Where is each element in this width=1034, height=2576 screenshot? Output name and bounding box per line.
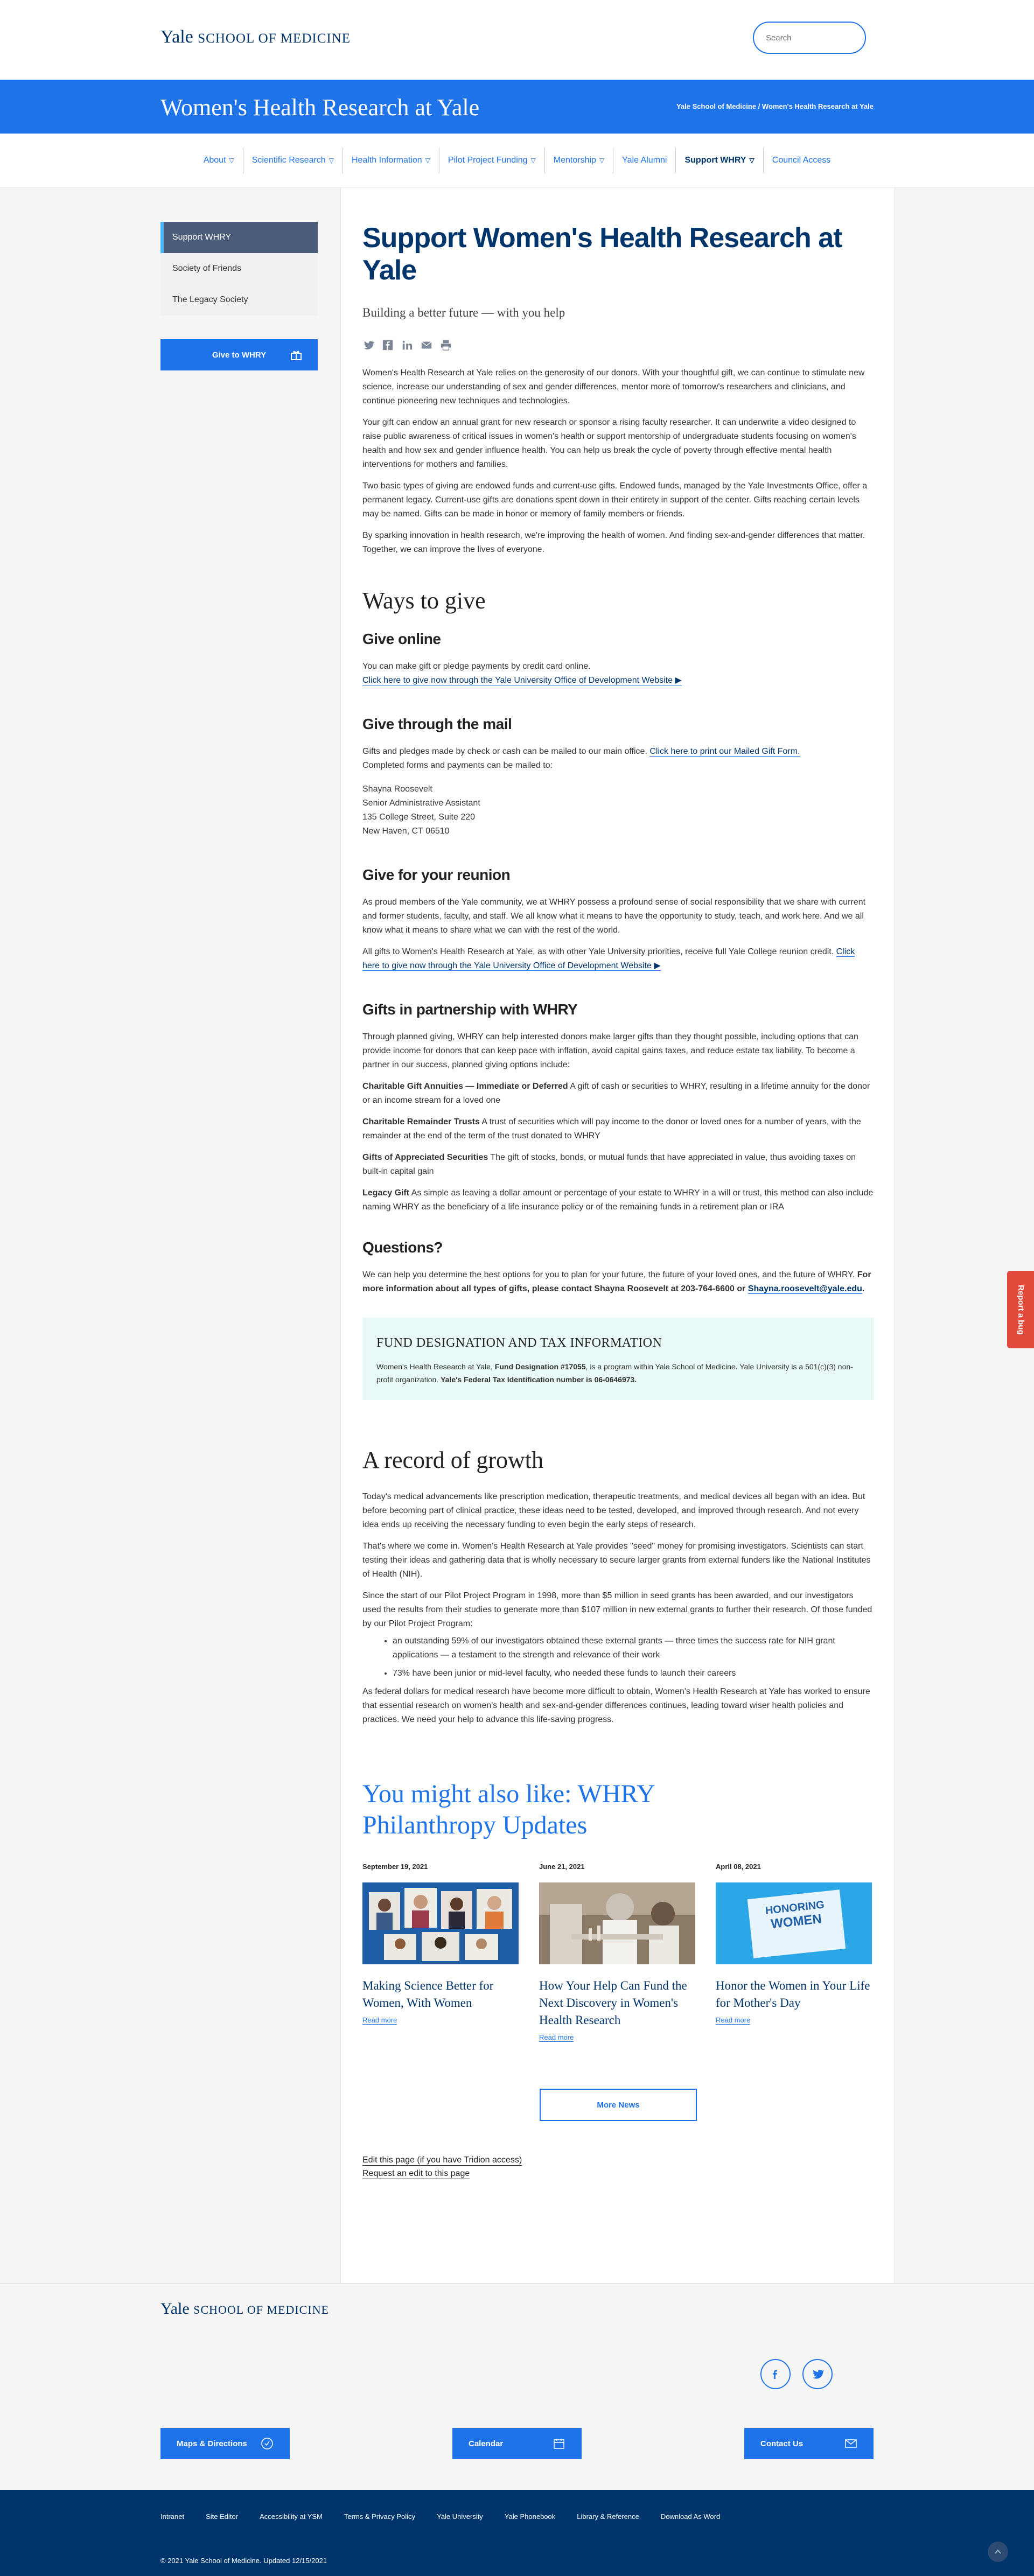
honoring-women-card: [747, 1889, 846, 1958]
related-card[interactable]: [539, 1863, 695, 2042]
main-nav: [0, 134, 1034, 187]
option-term: Gifts of Appreciated Securities: [362, 1153, 488, 1162]
more-news-wrap: [362, 2089, 874, 2121]
nav-label: Support WHRY: [684, 155, 746, 165]
site-banner: [0, 80, 1034, 134]
bottom-link-phonebook[interactable]: Yale Phonebook: [504, 2512, 556, 2521]
read-more-link[interactable]: Read more: [362, 2016, 397, 2024]
address-line: 135 College Street, Suite 220: [362, 813, 476, 822]
nav-label: Pilot Project Funding: [448, 155, 528, 165]
give-online-link[interactable]: Click here to give now through the Yale University Office of Development Website ▶: [362, 676, 682, 685]
card-title[interactable]: How Your Help Can Fund the Next Discovery in Women's Health Research: [539, 1979, 687, 2027]
intro-paragraph: By sparking innovation in health research, we're improving the health of women. And finding sex-and-gender differences that matter. Together, we can improve the lives of everyone.: [362, 531, 865, 554]
footer-button-label: Contact Us: [760, 2439, 804, 2448]
questions-heading: Questions?: [362, 1239, 443, 1256]
give-online-text: You can make gift or pledge payments by credit card online.: [362, 662, 591, 671]
fund-text: Women's Health Research at Yale,: [376, 1362, 495, 1371]
give-online-heading: Give online: [362, 631, 441, 647]
bottom-link-yale-university[interactable]: Yale University: [437, 2512, 483, 2521]
nav-pilot-project-funding[interactable]: [439, 148, 545, 173]
nav-label: About: [203, 155, 226, 165]
card-title[interactable]: Honor the Women in Your Life for Mother's Day: [716, 1979, 870, 2010]
give-mail-heading: Give through the mail: [362, 716, 512, 732]
option-desc: As simple as leaving a dollar amount or percentage of your estate to WHRY in a will or trust, this method can also include naming WHRY as the beneficiary of a life insurance policy or of the remaining funds in a retirement plan or IRA: [362, 1188, 874, 1212]
footer-buttons: [160, 2428, 874, 2459]
chevron-down-icon: ▽: [425, 156, 430, 164]
gift-icon: [290, 348, 303, 361]
footer-logo-main: Yale: [160, 2300, 190, 2318]
chevron-up-icon: [994, 2547, 1002, 2556]
option-remainder-trusts: [362, 1115, 874, 1143]
read-more-link[interactable]: Read more: [716, 2016, 751, 2024]
request-edit-link[interactable]: Request an edit to this page: [362, 2169, 470, 2178]
calendar-icon: [553, 2437, 565, 2450]
logo-main-text: Yale: [160, 27, 193, 47]
card-date: September 19, 2021: [362, 1863, 428, 1871]
yale-medicine-logo[interactable]: [160, 27, 351, 47]
contact-us-button[interactable]: [744, 2428, 874, 2459]
share-bar: [362, 339, 874, 351]
option-legacy-gift: [362, 1186, 874, 1214]
intro-section: [362, 366, 874, 557]
bottom-link-accessibility[interactable]: Accessibility at YSM: [260, 2512, 323, 2521]
envelope-icon: [844, 2437, 857, 2450]
nav-support-whry[interactable]: [676, 148, 763, 173]
nav-label: Scientific Research: [251, 155, 326, 165]
option-desc: The gift of stocks, bonds, or mutual funds that have appreciated in value, thus avoiding taxes on built-in capital gain: [362, 1153, 856, 1176]
footer-logo-sub: SCHOOL OF MEDICINE: [193, 2303, 329, 2316]
fund-designation-heading: FUND DESIGNATION AND TAX INFORMATION: [376, 1336, 662, 1350]
fund-designation-box: [362, 1318, 874, 1400]
reunion-text: As proud members of the Yale community, we at WHRY possess a profound sense of social responsibility that we share with current and former students, faculty, and staff. We all know what it means to have the opportunity to study, teach, and work here. And we all know what it means to share what we can with the rest of the world.: [362, 898, 866, 935]
breadcrumb-ysm[interactable]: Yale School of Medicine: [676, 102, 757, 110]
card-date: June 21, 2021: [539, 1863, 585, 1871]
option-term: Legacy Gift: [362, 1188, 410, 1198]
option-appreciated-securities: [362, 1151, 874, 1179]
questions-text: [362, 1268, 874, 1296]
partnership-heading: Gifts in partnership with WHRY: [362, 1001, 578, 1018]
growth-paragraph: Today's medical advancements like prescription medication, therapeutic treatments, and medical devices all began with an idea. But before becoming part of clinical practice, these ideas need to be tested, developed, and improved through research. And not every idea ends up receiving the necessary funding to even begin the early steps of research.: [362, 1492, 865, 1529]
chevron-down-icon: ▽: [229, 156, 234, 164]
growth-paragraph: That's where we come in. Women's Health Research at Yale provides "seed" money for promising investigators. Scientists can start testing their ideas and gathering data that is wholly necessary to secure larger grants from external funders like the National Institutes of Health (NIH).: [362, 1542, 871, 1579]
card-graphic-text: HONORING: [765, 1899, 825, 1917]
mail-text-lead: Gifts and pledges made by check or cash can be mailed to our main office.: [362, 747, 650, 756]
calendar-button[interactable]: [452, 2428, 582, 2459]
maps-directions-button[interactable]: [160, 2428, 290, 2459]
mailed-gift-form-link[interactable]: Click here to print our Mailed Gift Form.: [649, 747, 800, 756]
reunion-give-link[interactable]: Click here to give now through the Yale University Office of Development Website ▶: [362, 947, 855, 970]
facebook-icon: [770, 2368, 781, 2380]
location-check-icon: [261, 2437, 274, 2450]
twitter-icon[interactable]: [362, 339, 374, 351]
bottom-link-library[interactable]: Library & Reference: [577, 2512, 639, 2521]
questions-contact: For more information about all types of gifts, please contact Shayna Roosevelt at 203-764-6600 or: [362, 1270, 871, 1293]
nav-mentorship[interactable]: [545, 148, 613, 173]
main-area: [160, 187, 895, 2283]
address-line: New Haven, CT 06510: [362, 827, 450, 836]
nav-label: Mentorship: [553, 155, 596, 165]
chevron-down-icon: ▽: [749, 156, 754, 164]
more-news-button[interactable]: More News: [540, 2089, 697, 2121]
nav-label: Council Access: [772, 155, 831, 165]
social-links: [760, 2359, 833, 2389]
linkedin-icon[interactable]: [401, 339, 413, 351]
edit-links: [362, 2155, 874, 2182]
breadcrumb-separator: /: [756, 102, 762, 110]
fund-text: , is a program within Yale School of Medicine. Yale University is a 501(c)(3) non-profit organization.: [376, 1362, 853, 1384]
footer-button-label: Maps & Directions: [177, 2439, 247, 2448]
nav-about[interactable]: [195, 148, 243, 173]
intro-paragraph: Your gift can endow an annual grant for new research or sponsor a rising faculty researcher. It can underwrite a video designed to raise public awareness of critical issues in women's health or support mentorship of undergraduate students focusing on women's health and how sex and gender influence health. You can help us break the cycle of poverty through effective mental health interventions for mothers and families.: [362, 418, 856, 469]
growth-paragraph: As federal dollars for medical research have become more difficult to obtain, Women's Health Research at Yale has worked to ensure that essential research on women's health and sex-and-gender differences continues, leading toward wiser health policies and practices. We need your help to advance this life-saving progress.: [362, 1687, 870, 1724]
tax-id: Yale's Federal Tax Identification number is 06-0646973.: [441, 1375, 637, 1384]
bottom-link-site-editor[interactable]: Site Editor: [206, 2512, 239, 2521]
card-graphic-text: WOMEN: [770, 1912, 823, 1931]
page-subtitle: Building a better future — with you help: [362, 306, 565, 319]
chevron-down-icon: ▽: [329, 156, 334, 164]
related-heading: You might also like: WHRY Philanthropy Updates: [362, 1780, 654, 1839]
print-icon[interactable]: [440, 339, 452, 351]
bottom-links: [160, 2512, 720, 2521]
facebook-link[interactable]: [760, 2359, 791, 2389]
sidebar-item-support-whry[interactable]: Support WHRY: [160, 222, 318, 253]
page-title: Support Women's Health Research at Yale: [362, 222, 842, 286]
back-to-top-button[interactable]: [988, 2542, 1008, 2562]
article: [362, 220, 874, 2182]
sidebar-item-legacy-society[interactable]: The Legacy Society: [172, 295, 248, 304]
ways-to-give-heading: Ways to give: [362, 587, 486, 614]
fund-designation-text: [376, 1360, 860, 1386]
twitter-icon: [811, 2368, 824, 2381]
site-header: [0, 0, 1034, 80]
footer-button-label: Calendar: [469, 2439, 504, 2448]
mailing-address: [362, 782, 874, 838]
growth-bullet: • an outstanding 59% of our investigators obtained these external grants — three times the success rate for NIH grant applications — a testament to the strength and relevance of their work: [393, 1634, 874, 1662]
breadcrumb-whry[interactable]: Women's Health Research at Yale: [761, 102, 874, 110]
nav-health-information[interactable]: [343, 148, 439, 173]
record-of-growth-heading: A record of growth: [362, 1447, 544, 1473]
read-more-link[interactable]: Read more: [539, 2033, 574, 2041]
bottom-link-intranet[interactable]: Intranet: [160, 2512, 185, 2521]
email-icon[interactable]: [421, 339, 432, 351]
card-image-honoring-women[interactable]: [716, 1882, 872, 1964]
nav-council-access[interactable]: [764, 148, 840, 173]
intro-paragraph: Two basic types of giving are endowed funds and current-use gifts. Endowed funds, managed by the Yale Investments Office, offer a permanent legacy. Current-use gifts are donations spent down in their entirety in support of the center. Gifts reaching certain levels may be named. Gifts can be made in honor or memory of family members or friends.: [362, 481, 868, 519]
reunion-credit-lead: All gifts to Women's Health Research at Yale, as with other Yale University priorities, receive full Yale College reunion credit.: [362, 947, 836, 956]
footer-logo[interactable]: [160, 2300, 329, 2318]
site-footer: [0, 2283, 1034, 2490]
bottom-bar: [0, 2490, 1034, 2576]
give-button-label: Give to WHRY: [212, 350, 267, 360]
contact-email-link[interactable]: Shayna.roosevelt@yale.edu: [747, 1284, 862, 1293]
option-term: Charitable Remainder Trusts: [362, 1117, 480, 1126]
address-line: Shayna Roosevelt: [362, 785, 432, 794]
edit-page-link[interactable]: Edit this page (if you have Tridion access): [362, 2155, 522, 2165]
give-to-whry-button[interactable]: [160, 339, 318, 370]
report-bug-label: Report a bug: [1016, 1284, 1025, 1335]
option-desc: A trust of securities which will pay income to the donor or loved ones for a number of years, with the remainder at the end of the term of the trust donated to WHRY: [362, 1117, 861, 1140]
content-panel: [340, 187, 895, 2283]
growth-bullet: • 73% have been junior or mid-level faculty, who needed these funds to launch their careers: [393, 1667, 874, 1681]
option-annuities: [362, 1080, 874, 1108]
search-input[interactable]: [766, 33, 873, 43]
option-desc: A gift of cash or securities to WHRY, resulting in a lifetime annuity for the donor or an income stream for a loved one: [362, 1082, 870, 1105]
card-title[interactable]: Making Science Better for Women, With Women: [362, 1979, 494, 2010]
nav-scientific-research[interactable]: [243, 148, 343, 173]
facebook-icon[interactable]: [382, 339, 394, 351]
sidebar-menu: [160, 222, 318, 316]
logo-sub-text: SCHOOL OF MEDICINE: [198, 31, 351, 46]
bottom-link-download-word[interactable]: Download As Word: [660, 2512, 721, 2521]
copyright: © 2021 Yale School of Medicine. Updated 12/15/2021: [160, 2557, 327, 2565]
breadcrumb: [676, 102, 874, 110]
report-bug-button[interactable]: [1007, 1271, 1034, 1348]
reunion-credit-text: [362, 945, 874, 973]
card-image-lab-research[interactable]: [539, 1882, 695, 1964]
give-reunion-heading: Give for your reunion: [362, 866, 511, 883]
related-card[interactable]: [362, 1863, 519, 2042]
chevron-down-icon: ▽: [530, 156, 536, 164]
related-card[interactable]: [716, 1863, 872, 2042]
nav-label: Health Information: [351, 155, 422, 165]
related-cards: [362, 1863, 874, 2042]
bottom-link-terms[interactable]: Terms & Privacy Policy: [344, 2512, 416, 2521]
search-box[interactable]: [753, 22, 866, 54]
option-term: Charitable Gift Annuities — Immediate or Deferred: [362, 1082, 568, 1091]
partnership-text: Through planned giving, WHRY can help interested donors make larger gifts than they thought possible, including options that can provide income for donors that can keep pace with inflation, avoid capital gains taxes, and reduce estate tax liability. To become a partner in our success, planned giving options include:: [362, 1032, 858, 1069]
fund-number: Fund Designation #17055: [494, 1362, 586, 1371]
sidebar: [160, 222, 318, 370]
growth-paragraph: Since the start of our Pilot Project Program in 1998, more than $5 million in seed grants has been awarded, and our investigators used the results from their studies to generate more than $107 million in new external grants to further their research. Of those funded by our Pilot Project Program:: [362, 1591, 872, 1628]
site-title[interactable]: Women's Health Research at Yale: [160, 94, 480, 121]
card-date: April 08, 2021: [716, 1863, 761, 1871]
growth-bullets: [393, 1634, 874, 1681]
card-image-scientists-group[interactable]: [362, 1882, 519, 1964]
chevron-down-icon: ▽: [599, 156, 605, 164]
intro-paragraph: Women's Health Research at Yale relies on the generosity of our donors. With your thoughtful gift, we can continue to stimulate new science, increase our understanding of sex and gender differences, mentor more of tomorrow's researchers and clinicians, and continue pioneering new techniques and technologies.: [362, 368, 865, 405]
nav-yale-alumni[interactable]: [613, 148, 676, 173]
questions-lead: We can help you determine the best options for you to plan for your future, the future of your loved ones, and the future of WHRY.: [362, 1270, 857, 1279]
questions-end: .: [862, 1284, 865, 1293]
give-mail-text: [362, 745, 874, 773]
address-line: Senior Administrative Assistant: [362, 799, 480, 808]
mail-text-tail: Completed forms and payments can be mailed to:: [362, 761, 553, 770]
nav-label: Yale Alumni: [622, 155, 667, 165]
twitter-link[interactable]: [802, 2359, 833, 2389]
sidebar-item-society-of-friends[interactable]: Society of Friends: [172, 264, 242, 273]
